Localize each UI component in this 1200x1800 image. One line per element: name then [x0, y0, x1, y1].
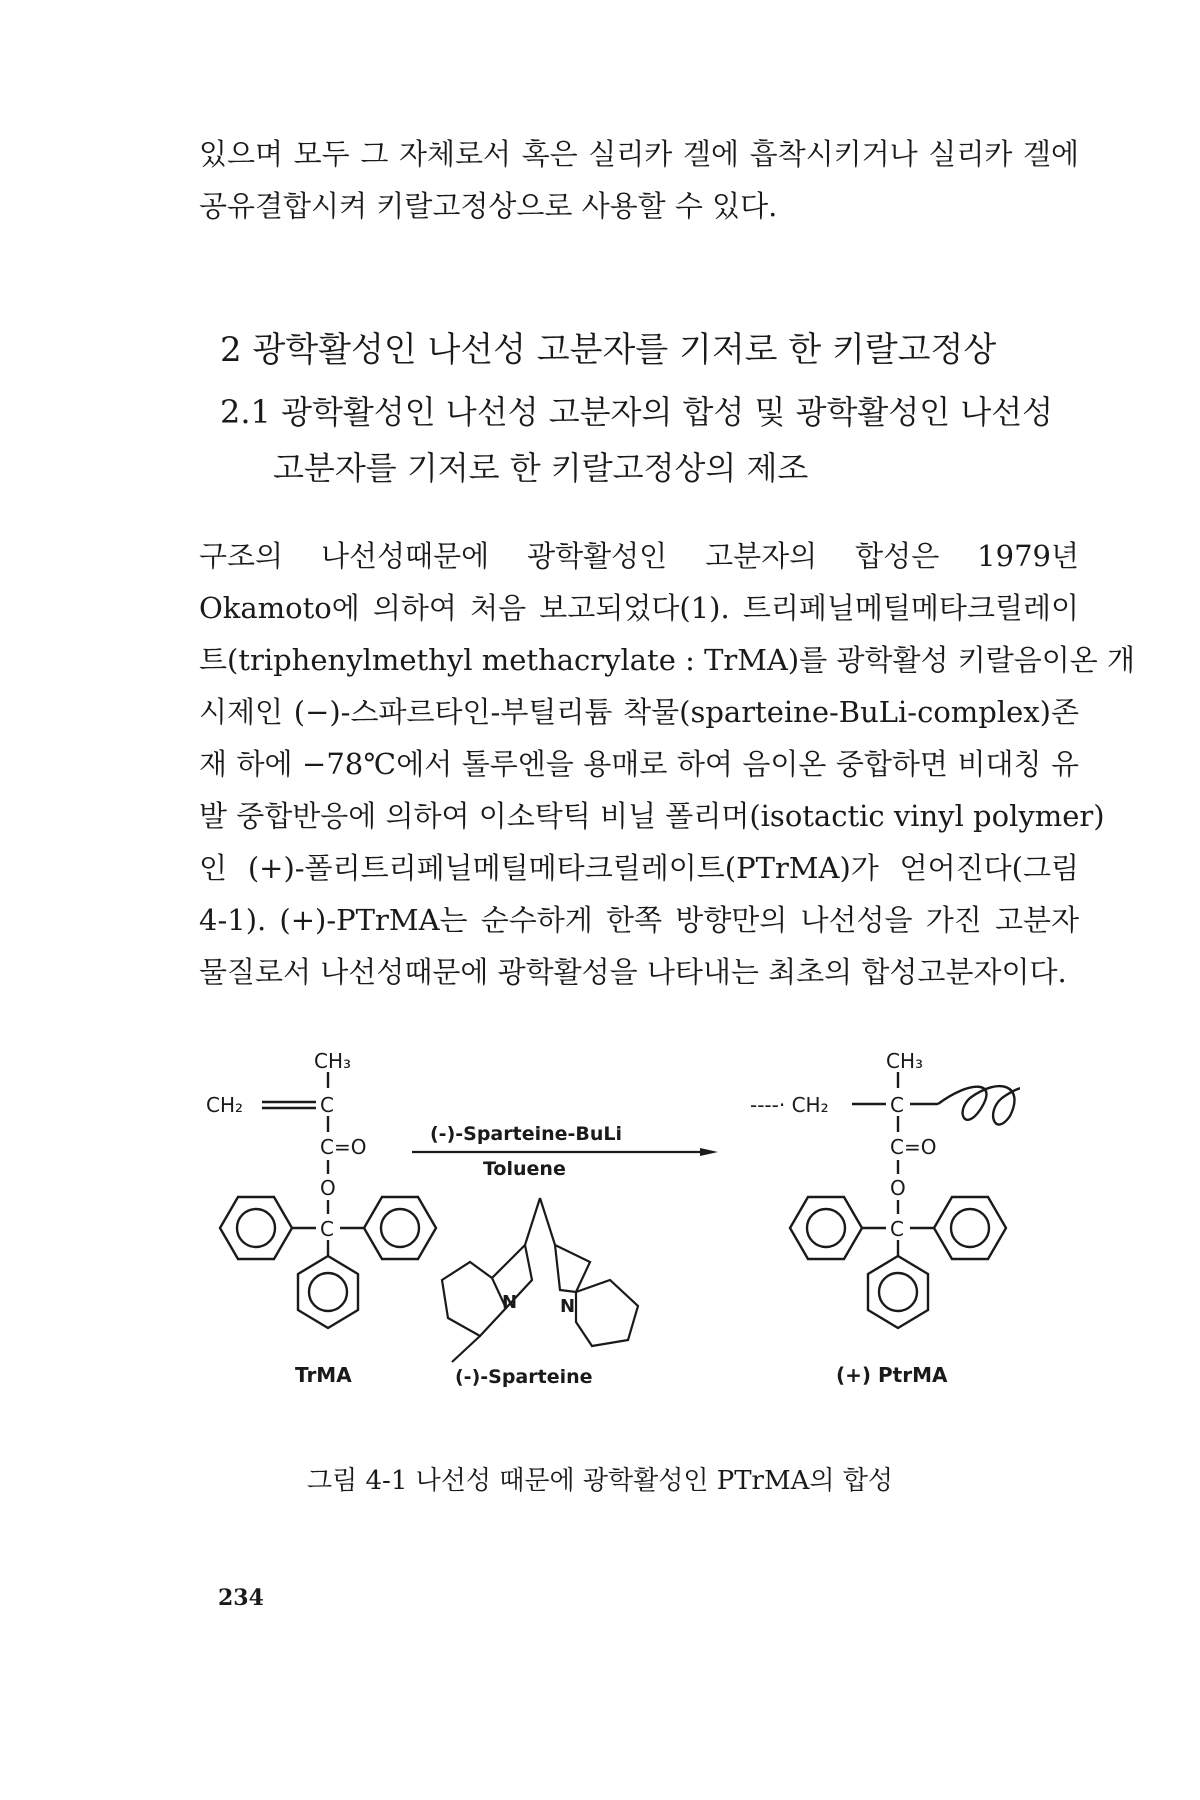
- reaction-arrowhead: [700, 1148, 718, 1156]
- helix-coil: [938, 1086, 1020, 1126]
- intro-paragraph: [199, 128, 1079, 232]
- subsection-heading-line-2: 고분자를 기저로 한 키랄고정상의 제조: [273, 449, 809, 487]
- sparteine-label: (-)-Sparteine: [455, 1366, 593, 1388]
- ptrma-label: (+) PtrMA: [836, 1363, 948, 1387]
- body-line-5: 재 하에 −78℃에서 톨루엔을 용매로 하여 음이온 중합하면 비대칭 유: [199, 747, 1079, 781]
- body-paragraph: [199, 530, 1136, 998]
- reaction-scheme-figure: [180, 1040, 1020, 1440]
- phenyl-ring-bottom: [298, 1256, 358, 1328]
- subsection-heading: [220, 384, 1053, 496]
- subsection-heading-line-1: 2.1 광학활성인 나선성 고분자의 합성 및 광학활성인 나선성: [220, 393, 1054, 431]
- trma-trityl-carbon-label: C: [320, 1217, 334, 1241]
- body-line-4: 시제인 (−)-스파르타인-부틸리튬 착물(sparteine-BuLi-complex)존: [199, 695, 1079, 729]
- trma-ch3-label: CH₃: [314, 1049, 352, 1073]
- sparteine-structure: [442, 1198, 638, 1362]
- polymer-phenyl-ring-bottom: [868, 1256, 928, 1328]
- figure-caption: 그림 4-1 나선성 때문에 광학활성인 PTrMA의 합성: [307, 1466, 893, 1496]
- sparteine-nitrogen-right: N: [560, 1296, 576, 1317]
- section-heading: 2 광학활성인 나선성 고분자를 기저로 한 키랄고정상: [220, 330, 997, 370]
- trma-ch2-label: CH₂: [206, 1093, 244, 1117]
- polymer-phenyl-ring-left: [790, 1197, 862, 1259]
- ptrma-alpha-carbon-label: C: [890, 1093, 904, 1117]
- intro-line-1: 있으며 모두 그 자체로서 혹은 실리카 겔에 흡착시키거나 실리카 겔에: [199, 137, 1079, 171]
- ptrma-chain-label: ----· CH₂: [750, 1093, 829, 1117]
- body-line-9: 물질로서 나선성때문에 광학활성을 나타내는 최초의 합성고분자이다.: [199, 955, 1067, 989]
- body-line-6: 발 중합반응에 의하여 이소탁틱 비닐 폴리머(isotactic vinyl polymer): [199, 799, 1105, 833]
- body-line-8: 4-1). (+)-PTrMA는 순수하게 한쪽 방향만의 나선성을 가진 고분자: [199, 903, 1079, 937]
- trma-alpha-carbon-label: C: [320, 1093, 334, 1117]
- phenyl-ring-right: [364, 1197, 436, 1259]
- body-line-1: 구조의 나선성때문에 광학활성인 고분자의 합성은 1979년: [199, 539, 1079, 573]
- solvent-label: Toluene: [483, 1158, 566, 1180]
- phenyl-ring-left: [220, 1197, 292, 1259]
- ptrma-ch3-label: CH₃: [886, 1049, 924, 1073]
- ptrma-carbonyl-label: C=O: [890, 1135, 937, 1159]
- body-line-2: Okamoto에 의하여 처음 보고되었다(1). 트리페닐메틸메타크릴레이: [199, 591, 1079, 625]
- intro-line-2: 공유결합시켜 키랄고정상으로 사용할 수 있다.: [199, 189, 778, 223]
- reagent-label: (-)-Sparteine-BuLi: [430, 1123, 623, 1145]
- ptrma-trityl-carbon-label: C: [890, 1217, 904, 1241]
- trma-label: TrMA: [295, 1363, 352, 1387]
- sparteine-nitrogen-left: N: [502, 1292, 518, 1313]
- trma-carbonyl-label: C=O: [320, 1135, 367, 1159]
- trma-ester-oxygen-label: O: [320, 1176, 336, 1200]
- page-number: 234: [218, 1585, 264, 1611]
- body-line-7: 인 (+)-폴리트리페닐메틸메타크릴레이트(PTrMA)가 얻어진다(그림: [199, 851, 1079, 885]
- polymer-phenyl-ring-right: [934, 1197, 1006, 1259]
- ptrma-ester-oxygen-label: O: [890, 1176, 906, 1200]
- body-line-3: 트(triphenylmethyl methacrylate : TrMA)를 광학활성 키랄음이온 개: [199, 643, 1136, 677]
